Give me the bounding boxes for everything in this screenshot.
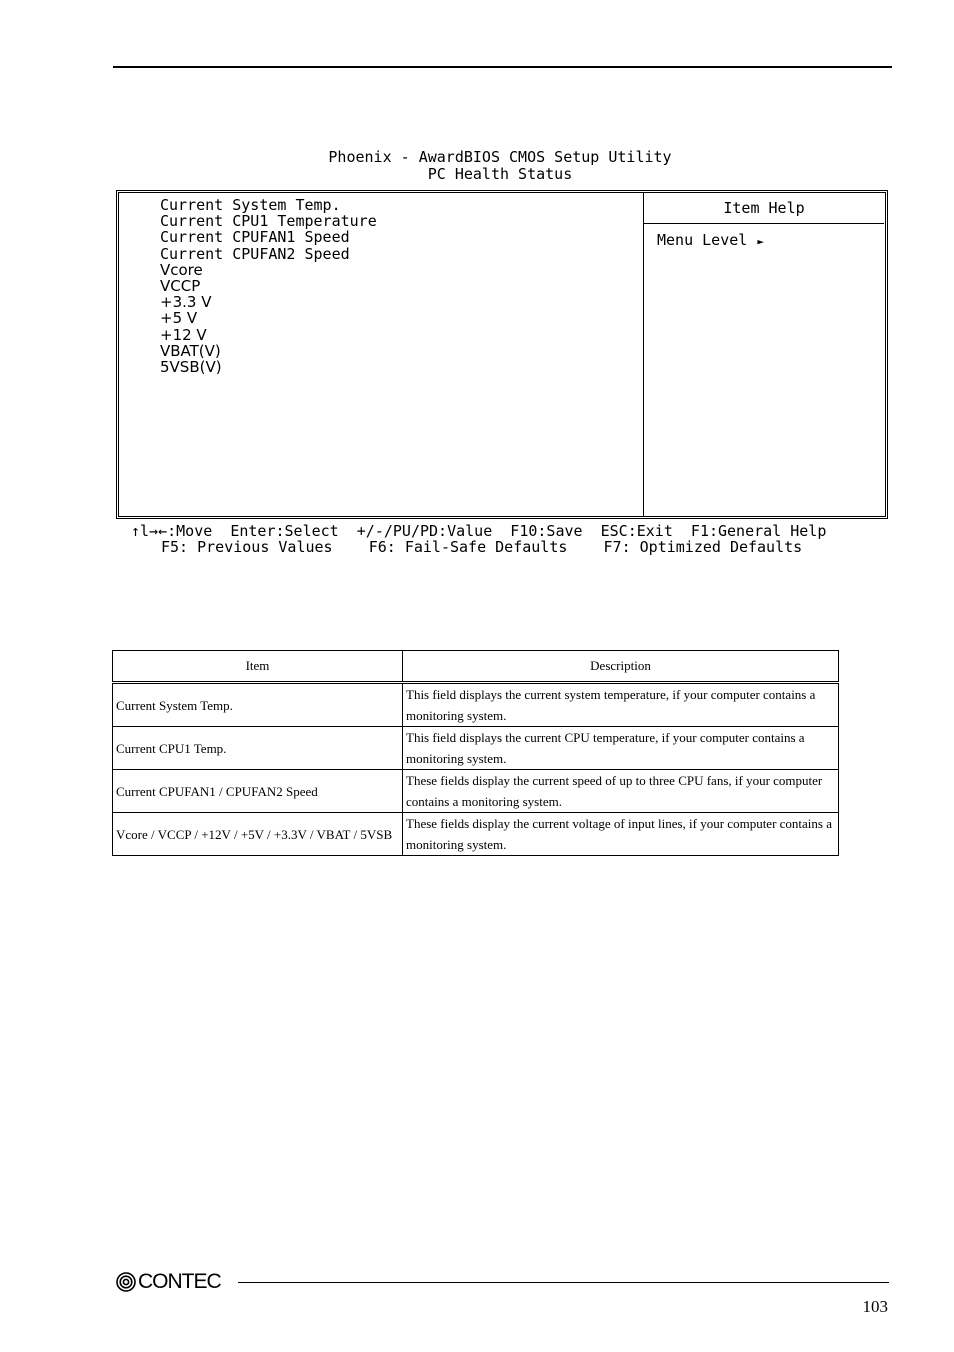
key-legend-line2: F5: Previous Values F6: Fail-Safe Defaults F7: Optimized Defaults (161, 538, 803, 556)
footer-rule (238, 1282, 889, 1283)
bios-item[interactable]: Current CPUFAN1 Speed (160, 228, 350, 247)
bios-item[interactable]: Current CPUFAN2 Speed (160, 244, 350, 263)
help-panel-divider (643, 193, 644, 516)
bios-subtitle: PC Health Status (427, 165, 573, 183)
bios-item[interactable]: Current System Temp. (160, 196, 341, 214)
bios-item[interactable]: +3.3 V (160, 293, 212, 312)
table-row (113, 770, 839, 813)
bios-title: Phoenix - AwardBIOS CMOS Setup Utility (328, 148, 672, 166)
item-cell: Current System Temp. (113, 683, 403, 727)
item-cell: Vcore / VCCP / +12V / +5V / +3.3V / VBAT / 5VSB (113, 813, 403, 856)
description-cell: This field displays the current system temperature, if your computer contains a monitoring system. (403, 683, 839, 727)
bios-item[interactable]: Current CPU1 Temperature (160, 212, 377, 231)
item-help-title: Item Help (644, 194, 884, 224)
contec-logo (116, 1270, 221, 1294)
menu-level-label: Menu Level (657, 231, 748, 249)
description-table (112, 650, 839, 856)
brand-name: CONTEC (138, 1270, 221, 1293)
description-cell: These fields display the current voltage of input lines, if your computer contains a monitoring system. (403, 813, 839, 856)
bios-item[interactable]: +5 V (160, 309, 198, 328)
bios-item[interactable]: VCCP (160, 277, 201, 296)
description-cell: This field displays the current CPU temperature, if your computer contains a monitoring system. (403, 727, 839, 770)
triangle-right-icon: ► (757, 235, 764, 248)
bios-item[interactable]: +12 V (160, 325, 207, 344)
bios-item-list (160, 197, 377, 375)
bios-item[interactable]: VBAT(V) (160, 341, 221, 360)
bios-screen (116, 190, 888, 519)
item-cell: Current CPU1 Temp. (113, 727, 403, 770)
contec-logo-icon (116, 1272, 136, 1292)
column-header-description: Description (403, 651, 839, 683)
bios-item[interactable]: 5VSB(V) (160, 358, 222, 377)
top-rule (113, 66, 892, 68)
bios-item[interactable]: Vcore (160, 260, 203, 279)
menu-level (657, 231, 764, 249)
table-row (113, 727, 839, 770)
column-header-item: Item (113, 651, 403, 683)
key-legend-line1: ↑l→←:Move Enter:Select +/-/PU/PD:Value F10:Save ESC:Exit F1:General Help (131, 522, 827, 540)
table-row (113, 813, 839, 856)
table-header-row (113, 651, 839, 683)
page-number: 103 (862, 1297, 888, 1316)
table-row (113, 683, 839, 727)
item-cell: Current CPUFAN1 / CPUFAN2 Speed (113, 770, 403, 813)
description-cell: These fields display the current speed of up to three CPU fans, if your computer contains a monitoring system. (403, 770, 839, 813)
